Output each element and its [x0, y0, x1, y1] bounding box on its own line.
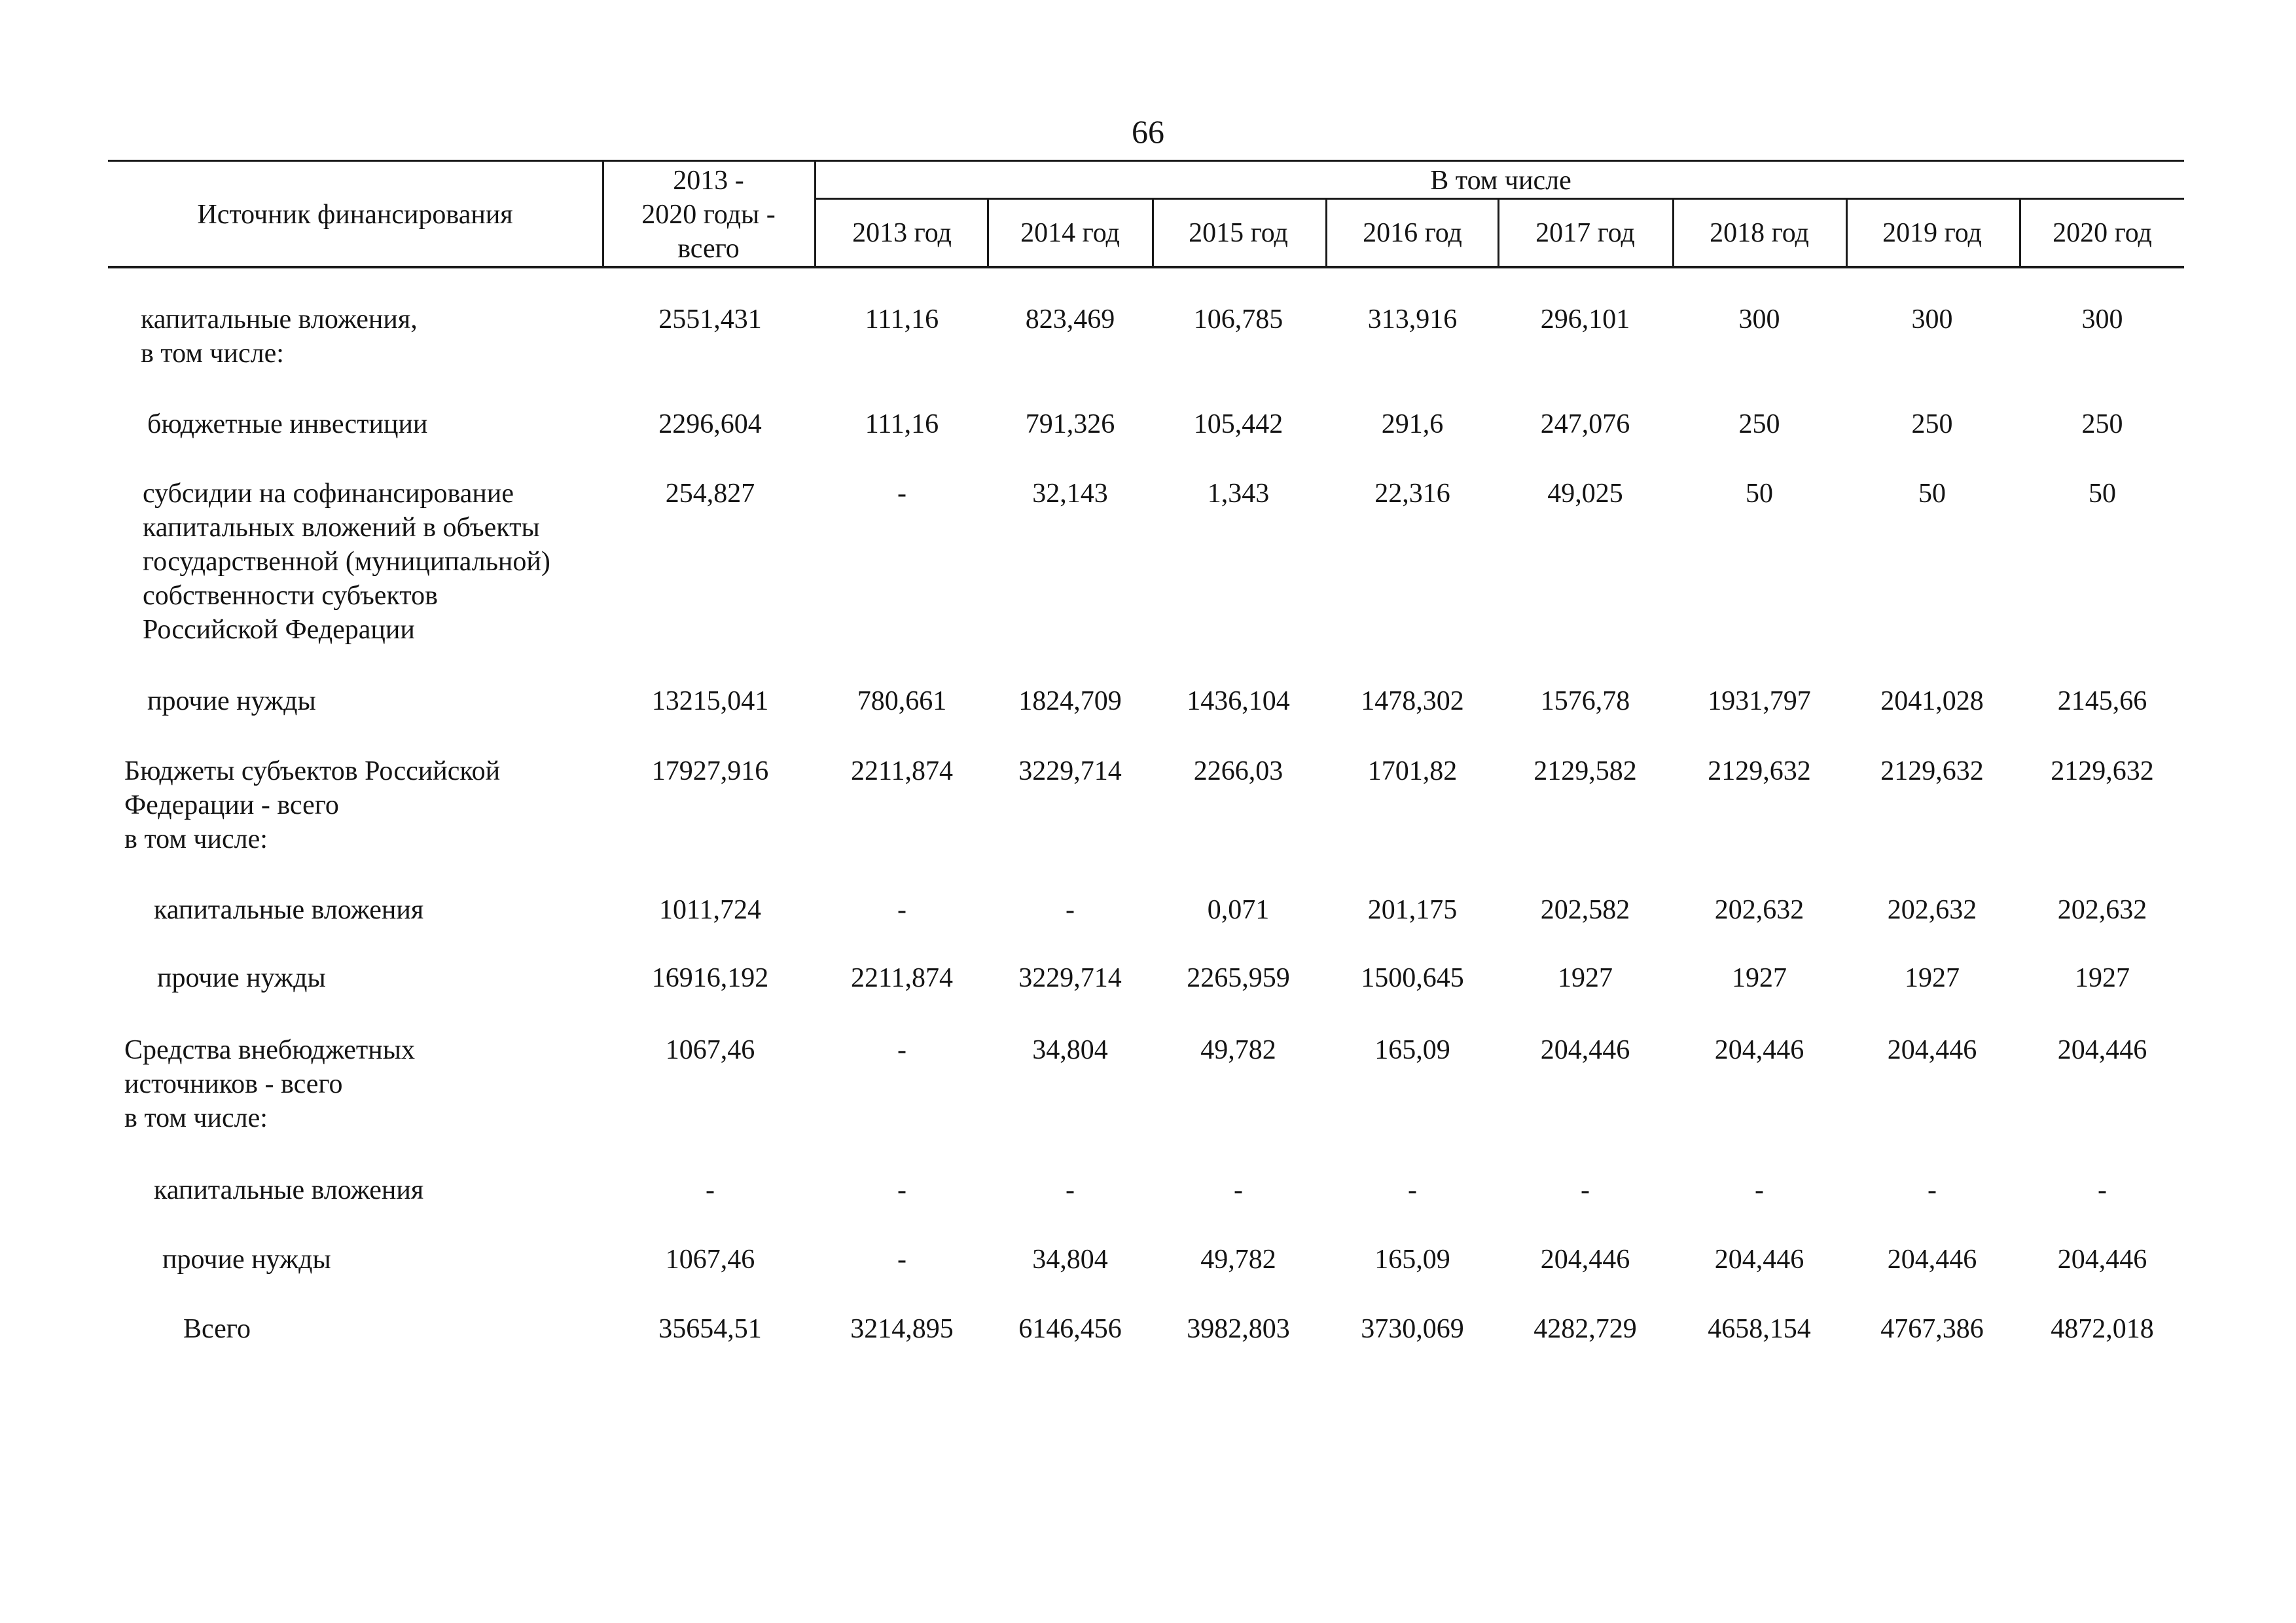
table-cell: 2041,028: [1880, 686, 1984, 716]
table-cell: -: [1408, 1175, 1417, 1205]
column-divider: [814, 161, 816, 267]
header-year: 2015 год: [1189, 218, 1288, 248]
row-label: капитальные вложения: [154, 1175, 424, 1205]
table-cell-total: -: [706, 1175, 715, 1205]
header-year: 2019 год: [1882, 218, 1982, 248]
table-cell: 0,071: [1207, 895, 1270, 925]
header-year: 2016 год: [1363, 218, 1462, 248]
table-cell: 202,632: [1887, 895, 1977, 925]
table-cell: 4282,729: [1534, 1314, 1637, 1344]
row-label: Бюджеты субъектов Российской Федерации - всего в том числе:: [124, 756, 501, 854]
table-cell: 1436,104: [1187, 686, 1290, 716]
table-cell: 1,343: [1207, 479, 1270, 509]
table-cell: -: [1928, 1175, 1937, 1205]
table-cell: 313,916: [1367, 304, 1458, 335]
row-label: Средства внебюджетных источников - всего в том числе:: [124, 1035, 415, 1133]
table-cell: 32,143: [1032, 479, 1108, 509]
table-cell: 2129,632: [2051, 756, 2154, 786]
table-cell: 2211,874: [851, 963, 953, 993]
row-label: капитальные вложения, в том числе:: [141, 304, 418, 369]
table-cell: 204,446: [1540, 1035, 1630, 1065]
table-cell: -: [897, 1245, 906, 1275]
table-cell: 2211,874: [851, 756, 953, 786]
row-label: прочие нужды: [157, 963, 326, 993]
table-cell: 6146,456: [1018, 1314, 1122, 1344]
table-cell: 2145,66: [2057, 686, 2147, 716]
table-cell: 204,446: [1887, 1245, 1977, 1275]
table-cell: 1927: [1905, 963, 1960, 993]
table-cell: 300: [2081, 304, 2123, 335]
table-cell-total: 2296,604: [658, 409, 762, 439]
table-cell: 250: [1738, 409, 1780, 439]
table-cell: 4767,386: [1880, 1314, 1984, 1344]
table-top-rule: [108, 160, 2184, 162]
table-cell: 202,632: [1714, 895, 1804, 925]
table-cell-total: 2551,431: [658, 304, 762, 335]
table-cell: 1927: [1732, 963, 1787, 993]
table-cell: -: [1234, 1175, 1243, 1205]
header-year: 2018 год: [1710, 218, 1809, 248]
table-cell: 3229,714: [1018, 756, 1122, 786]
table-cell: 3982,803: [1187, 1314, 1290, 1344]
table-cell: 204,446: [2057, 1035, 2147, 1065]
header-year: 2013 год: [852, 218, 952, 248]
table-cell: 22,316: [1374, 479, 1450, 509]
table-cell: 247,076: [1540, 409, 1630, 439]
column-divider: [987, 198, 989, 267]
table-cell: 49,025: [1547, 479, 1623, 509]
table-cell: 34,804: [1032, 1245, 1108, 1275]
table-cell: 202,632: [2057, 895, 2147, 925]
table-cell: 50: [1918, 479, 1946, 509]
table-cell: 2265,959: [1187, 963, 1290, 993]
table-cell: 204,446: [1714, 1245, 1804, 1275]
table-cell: 105,442: [1193, 409, 1283, 439]
column-divider: [1498, 198, 1499, 267]
table-cell: -: [1066, 895, 1075, 925]
table-cell: 4872,018: [2051, 1314, 2154, 1344]
table-cell-total: 17927,916: [651, 756, 769, 786]
table-cell-total: 254,827: [665, 479, 755, 509]
table-cell: 1927: [2075, 963, 2130, 993]
table-cell: 3214,895: [850, 1314, 954, 1344]
column-divider: [2019, 198, 2021, 267]
table-cell-total: 13215,041: [651, 686, 769, 716]
table-cell: 2129,632: [1880, 756, 1984, 786]
table-cell: 50: [1746, 479, 1773, 509]
table-cell: 300: [1911, 304, 1953, 335]
table-cell: 49,782: [1200, 1245, 1276, 1275]
table-cell: 2266,03: [1193, 756, 1283, 786]
table-cell: 165,09: [1374, 1245, 1450, 1275]
table-cell: 2129,582: [1534, 756, 1637, 786]
table-cell: 250: [1911, 409, 1953, 439]
table-cell: 780,661: [857, 686, 947, 716]
row-label: Всего: [183, 1314, 251, 1344]
table-cell: -: [1581, 1175, 1590, 1205]
table-cell: 1931,797: [1708, 686, 1811, 716]
header-year: 2020 год: [2053, 218, 2152, 248]
header-year: 2014 год: [1020, 218, 1120, 248]
table-cell: 250: [2081, 409, 2123, 439]
row-label: прочие нужды: [147, 686, 316, 716]
column-divider: [1325, 198, 1327, 267]
table-cell: 204,446: [2057, 1245, 2147, 1275]
row-label: субсидии на софинансирование капитальных вложений в объекты государственной (муниципальной) собственности субъектов Российской Федерации: [143, 479, 550, 645]
header-bottom-rule: [108, 266, 2184, 268]
including-rule: [815, 198, 2184, 200]
table-cell: 296,101: [1540, 304, 1630, 335]
table-cell: -: [2098, 1175, 2107, 1205]
table-cell: 106,785: [1193, 304, 1283, 335]
table-cell: 50: [2089, 479, 2116, 509]
table-cell-total: 1011,724: [659, 895, 761, 925]
table-cell: 4658,154: [1708, 1314, 1811, 1344]
table-cell: 49,782: [1200, 1035, 1276, 1065]
table-cell: -: [1066, 1175, 1075, 1205]
column-divider: [1846, 198, 1848, 267]
table-cell: 300: [1738, 304, 1780, 335]
table-cell: -: [1755, 1175, 1764, 1205]
table-cell: 291,6: [1381, 409, 1444, 439]
row-label: прочие нужды: [162, 1245, 331, 1275]
table-cell: 34,804: [1032, 1035, 1108, 1065]
table-cell: 111,16: [865, 409, 939, 439]
header-total: 2013 - 2020 годы - всего: [641, 166, 776, 264]
table-cell: 2129,632: [1708, 756, 1811, 786]
table-cell: 791,326: [1025, 409, 1115, 439]
table-cell: 1701,82: [1367, 756, 1458, 786]
table-cell: 1824,709: [1018, 686, 1122, 716]
table-cell: -: [897, 479, 906, 509]
table-cell: 823,469: [1025, 304, 1115, 335]
table-cell: 1500,645: [1361, 963, 1464, 993]
row-label: бюджетные инвестиции: [147, 409, 428, 439]
table-cell: 204,446: [1714, 1035, 1804, 1065]
table-cell: 1576,78: [1540, 686, 1630, 716]
table-cell: 3730,069: [1361, 1314, 1464, 1344]
header-year: 2017 год: [1535, 218, 1635, 248]
header-source: Источник финансирования: [197, 200, 513, 230]
table-cell: 201,175: [1367, 895, 1458, 925]
table-cell: 3229,714: [1018, 963, 1122, 993]
table-cell: 165,09: [1374, 1035, 1450, 1065]
header-including: В том числе: [1430, 166, 1571, 196]
table-cell: -: [897, 1175, 906, 1205]
table-cell-total: 35654,51: [658, 1314, 762, 1344]
table-cell: 1478,302: [1361, 686, 1464, 716]
table-cell: 202,582: [1540, 895, 1630, 925]
column-divider: [1672, 198, 1674, 267]
table-cell: 111,16: [865, 304, 939, 335]
row-label: капитальные вложения: [154, 895, 424, 925]
table-cell-total: 16916,192: [651, 963, 769, 993]
page-number: 66: [1132, 113, 1164, 150]
table-cell: 204,446: [1887, 1035, 1977, 1065]
column-divider: [602, 161, 604, 267]
table-cell-total: 1067,46: [665, 1035, 755, 1065]
table-cell: 204,446: [1540, 1245, 1630, 1275]
column-divider: [1152, 198, 1154, 267]
table-cell: -: [897, 1035, 906, 1065]
table-cell: -: [897, 895, 906, 925]
table-cell: 1927: [1558, 963, 1613, 993]
table-cell-total: 1067,46: [665, 1245, 755, 1275]
